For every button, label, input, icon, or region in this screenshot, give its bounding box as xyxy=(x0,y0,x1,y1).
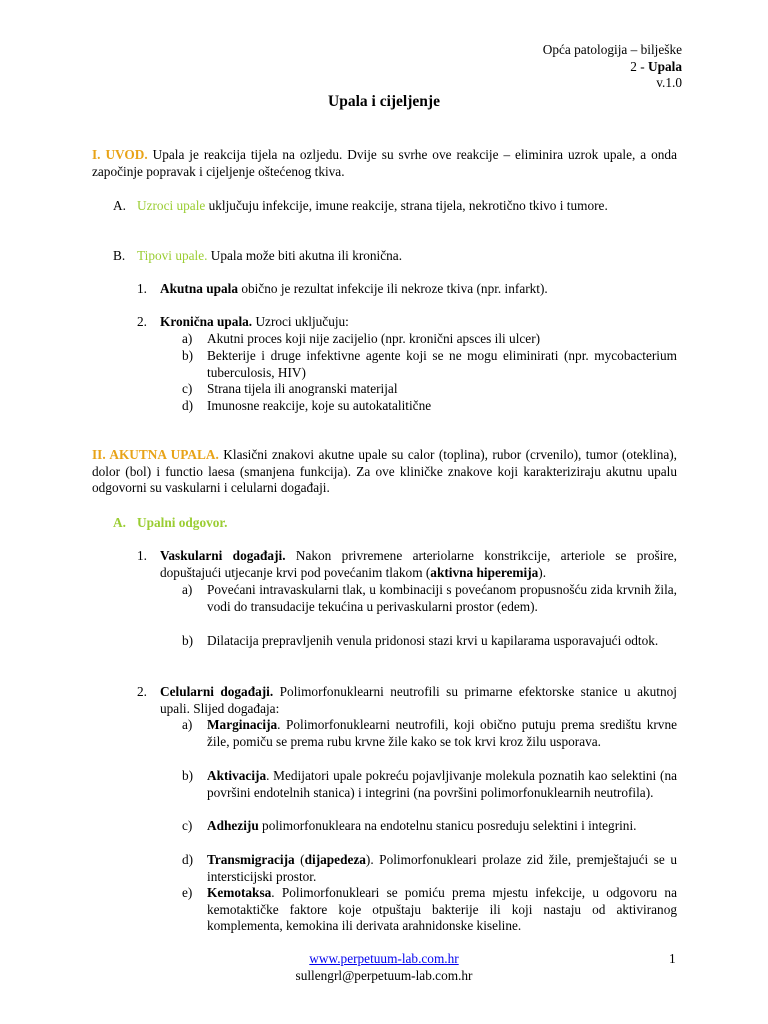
section-2-intro xyxy=(92,447,677,497)
s2-c-item-c: Adheziju polimorfonukleara na endotelnu stanicu posreduju selektini i integrini. xyxy=(207,818,637,833)
s2-c-item-b-marker: b) xyxy=(182,768,194,783)
s1-b2-item-a-marker: a) xyxy=(182,331,193,346)
s1-b2-item-c: Strana tijela ili anogranski materijal xyxy=(207,381,398,396)
s2-c-item-d: Transmigracija (dijapedeza). Polimorfonukleari prolaze zid žile, premještajući se u intersticijski prostor. xyxy=(207,852,677,884)
s2-c-item-e-marker: e) xyxy=(182,885,193,900)
s1-b2-text: Kronična upala. Uzroci uključuju: xyxy=(160,314,349,329)
section-1-heading: I. UVOD. xyxy=(92,147,148,162)
header-version: v.1.0 xyxy=(656,75,682,90)
s1-b1-text: Akutna upala obično je rezultat infekcije ili nekroze tkiva (npr. infarkt). xyxy=(160,281,548,296)
s2-v-item-b: Dilatacija prepravljenih venula pridonosi stazi krvi u kapilarama usporavajući odtok. xyxy=(207,633,659,648)
s2-c-text: Celularni događaji. Polimorfonuklearni neutrofili su primarne efektorske stanice u akutnoj upali. Slijed događaja: xyxy=(160,684,677,716)
section-1-intro xyxy=(92,147,677,180)
footer-email: sullengrl@perpetuum-lab.com.hr xyxy=(295,967,473,983)
s1-b1-marker: 1. xyxy=(137,281,147,296)
header-course: Opća patologija – bilješke xyxy=(542,42,682,57)
s2-c-item-b: Aktivacija. Medijatori upale pokreću pojavljivanje molekula poznatih kao selektini (na površini endotelnih stanica) i integrini (na površini polimorfonuklearnih neutrofila). xyxy=(207,768,677,800)
s1-a-text: Uzroci upale uključuju infekcije, imune reakcije, strana tijela, nekrotično tkivo i tumore. xyxy=(137,198,608,213)
section-2-text: Klasični znakovi akutne upale su calor (toplina), rubor (crvenilo), tumor (oteklina), dolor (bol) i functio laesa (smanjena funkcija). Za ove kliničke znakove koji karakteriziraju akutnu upalu odgovorni su vaskularni i celularni događaji. xyxy=(92,447,677,495)
s1-b2-marker: 2. xyxy=(137,314,147,329)
s2-c-item-a: Marginacija. Polimorfonuklearni neutrofili, koji obično putuju prema središtu krvne žile, pomiču se prema rubu krvne žile kako se tok krvi kroz žilu usporava. xyxy=(207,717,677,749)
s2-v-item-b-marker: b) xyxy=(182,633,194,648)
s1-a-marker: A. xyxy=(113,198,126,213)
s2-c-label: Celularni događaji. xyxy=(160,684,274,699)
s2-v-label: Vaskularni događaji. xyxy=(160,548,286,563)
s2-c-item-c-marker: c) xyxy=(182,818,193,833)
doc-header xyxy=(382,42,682,92)
s2-v-item-a: Povećani intravaskularni tlak, u kombinaciji s povećanom propusnošću zida krvnih žila, vodi do transudacije tekućina u perivaskularni prostor (edem). xyxy=(207,582,677,614)
s1-b2-item-b-marker: b) xyxy=(182,348,194,363)
footer-website-link[interactable]: www.perpetuum-lab.com.hr xyxy=(309,951,459,966)
s1-b2-item-c-marker: c) xyxy=(182,381,193,396)
s2-c-item-e: Kemotaksa. Polimorfonukleari se pomiću prema mjestu infekcije, u odgovoru na kemotaktičke faktore koje otpuštaju bakterije ili koji nastaju od aktiviranog komplementa, kemokina ili derivata arahnidonske kiseline. xyxy=(207,885,677,933)
s1-b1-label: Akutna upala xyxy=(160,281,238,296)
s1-b2-label: Kronična upala. xyxy=(160,314,253,329)
s2-a-label: Upalni odgovor. xyxy=(137,515,228,530)
s1-b-label: Tipovi upale. xyxy=(137,248,208,263)
s1-b2-item-b: Bekterije i druge infektivne agente koji se ne mogu eliminirati (npr. mycobacterium tuberculosis, HIV) xyxy=(207,348,677,380)
s2-v-marker: 1. xyxy=(137,548,147,563)
s1-b2-item-d: Imunosne reakcije, koje su autokatalitične xyxy=(207,398,432,413)
section-1-text: Upala je reakcija tijela na ozljedu. Dvije su svrhe ove reakcije – eliminira uzrok upale, a onda započinje popravak i cijeljenje oštećenog tkiva. xyxy=(92,147,677,179)
s2-c-item-a-marker: a) xyxy=(182,717,193,732)
s1-b-marker: B. xyxy=(113,248,126,263)
s1-b2-item-d-marker: d) xyxy=(182,398,194,413)
s2-v-item-a-marker: a) xyxy=(182,582,193,597)
s2-a-marker: A. xyxy=(113,515,126,530)
s1-a-label: Uzroci upale xyxy=(137,198,206,213)
footer xyxy=(0,951,768,984)
page-title: Upala i cijeljenje xyxy=(328,93,440,110)
s2-c-item-d-marker: d) xyxy=(182,852,194,867)
header-chapter-name: Upala xyxy=(648,58,682,74)
section-2-heading: II. AKUTNA UPALA. xyxy=(92,447,219,462)
header-chapter: 2 - Upala xyxy=(630,58,682,74)
s2-v-text: Vaskularni događaji. Nakon privremene arteriolarne konstrikcije, arteriole se prošire, dopuštajući utjecanje krvi pod povećanim tlakom (aktivna hiperemija). xyxy=(160,548,677,580)
s1-b-text: Tipovi upale. Upala može biti akutna ili kronična. xyxy=(137,248,403,263)
s1-b2-item-a: Akutni proces koji nije zacijelio (npr. kronični apsces ili ulcer) xyxy=(207,331,541,346)
s2-c-marker: 2. xyxy=(137,684,147,699)
page-number: 1 xyxy=(669,951,676,966)
